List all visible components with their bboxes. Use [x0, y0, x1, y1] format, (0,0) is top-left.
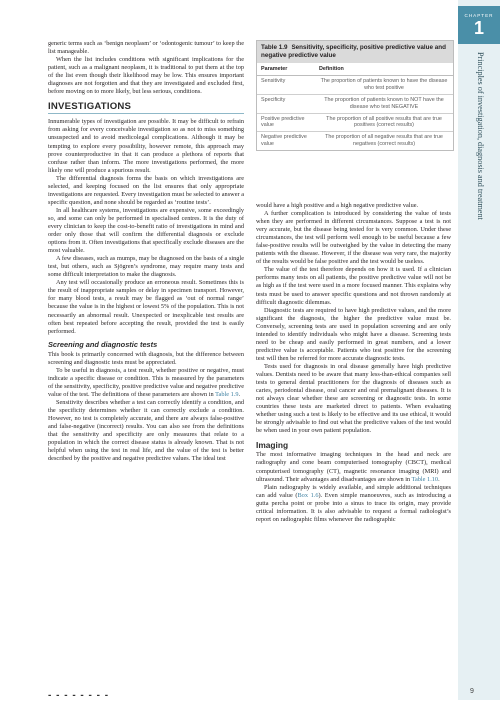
paragraph: The differential diagnosis forms the basis on which investigations are selected, and keeping focused on the list ensures that only appropriate investigations are requested. Every investigation must be selected to answer a specific question, and none should be regarded as ‘routine tests’.	[48, 174, 244, 206]
table-row	[257, 132, 453, 150]
table-row	[257, 113, 453, 132]
left-column	[48, 40, 244, 463]
definition-cell: The proportion of patients known to have the disease who test positive	[315, 76, 453, 95]
box-reference-link[interactable]: Box 1.6	[297, 491, 319, 499]
definition-cell: The proportion of all positive results that are true positives (correct results)	[315, 113, 453, 132]
paragraph: generic terms such as ‘benign neoplasm’ or ‘odontogenic tumour’ to keep the list manageable.	[48, 40, 244, 56]
chapter-number: 1	[473, 18, 484, 38]
table-reference-link[interactable]: Table 1.10	[411, 475, 439, 483]
text-run: The most informative imaging techniques in the head and neck are radiography and cone beam computerised tomography (CBCT), medical computerised tomography (CT), magnetic resonance imaging (MRI) and ultrasound. Their advantages and disadvantages are shown in	[256, 451, 451, 483]
column-header: Definition	[315, 63, 453, 76]
paragraph: A further complication is introduced by considering the value of tests when they are performed in different circumstances. Suppose a test is not very accurate, but the disease being tested for is very common. Under these circumstances, the test will perform well enough to be useful because a few false-positive results will be outweighed by the value in detecting the many patients with the disease. However, if the disease was very rare, the majority of the results would be false positive and the test would be useless.	[256, 210, 451, 266]
paragraph: would have a high positive and a high negative predictive value.	[256, 202, 419, 209]
running-chapter-title: Principles of investigation, diagnosis and treatment	[476, 52, 485, 220]
parameter-cell: Specificity	[257, 94, 315, 113]
text-run: Plain radiography is widely available, and simple additional techniques can add value (	[256, 483, 451, 499]
paragraph: When the list includes conditions with significant implications for the patient, such as a malignant neoplasm, it is traditional to put them at the top of the list even though their likelihood may be low. This ensures important diagnoses are not forgotten and that they are investigated and excluded first, before moving on to more likely, but less serious, conditions.	[48, 56, 244, 96]
paragraph	[256, 451, 451, 483]
page-number: 9	[470, 688, 474, 695]
text-run: ). Even simple manoeuvres, such as introducing a gutta percha point or probe into a sinus to trace its origin, may provide critical information. It is also advisable to request a formal radiologist’s report on radiographic films whenever the radiographic	[256, 491, 451, 523]
chapter-label: CHAPTER	[464, 13, 494, 18]
chapter-side-tab	[458, 0, 500, 700]
table-title: Sensitivity, specificity, positive predictive value and negative predictive value	[261, 44, 446, 59]
table-1-9	[256, 40, 454, 151]
parameter-cell: Positive predictive value	[257, 113, 315, 132]
subheading-screening: Screening and diagnostic tests	[48, 339, 158, 349]
paragraph: Sensitivity describes whether a test can correctly identify a condition, and the specificity determines whether it can correctly exclude a condition. However, no test is completely accurate, and there are always false-positive and false-negative (incorrect) results. You can also see from the definitions that the sensitivity and specificity are only measures that relate to a population in which the correct disease status is already known. That is not helpful when using the test in real life, and the value of the test is better described by the positive and negative predictive values. The ideal test	[48, 398, 244, 463]
cut-off-text: - - - - - - - -	[48, 690, 110, 701]
paragraph: Any test will occasionally produce an erroneous result. Sometimes this is the result of inappropriate samples or delay in specimen transport. However, for many blood tests, a result may be flagged as ‘out of normal range’ because the value is in the highest or lowest 5% of the population. This is not necessarily an abnormal result. Unexpected or inexplicable test results are often best repeated before accepting the result, provided the test is easily performed.	[48, 279, 244, 335]
subheading-imaging: Imaging	[256, 440, 289, 451]
paragraph: Innumerable types of investigation are possible. It may be difficult to refrain from asking for every conceivable investigation so as not to miss something unsuspected and to avoid medicolegal complications. Although it may be tempting to explore every possibility, however remote, this approach may prove counterproductive in that it can produce a plethora of reports that confuse rather than inform. The more investigations performed, the more likely one will produce a spurious result.	[48, 118, 244, 174]
paragraph	[48, 367, 244, 399]
definitions-table	[257, 63, 453, 150]
definition-cell: The proportion of patients known to NOT have the disease who test NEGATIVE	[315, 94, 453, 113]
table-caption	[257, 41, 453, 63]
table-row	[257, 94, 453, 113]
column-header: Parameter	[257, 63, 315, 76]
paragraph: Tests used for diagnosis in oral disease generally have high predictive values. Dentists need to be aware that many less-than-ethical companies sell tests to general dental practitioners for the diagnosis of diseases such as caries, periodontal disease, oral cancer and oral premalignant diseases. It is not always clear whether these are screening or diagnostic tests. In some countries these tests are marketed direct to patients. When evaluating whether using such a test is likely to be effective and its use ethical, it would be strongly advisable to find out what the predictive values of the test would be when used in your own patient population.	[256, 362, 451, 435]
paragraph: The value of the test therefore depends on how it is used. If a clinician performs many tests on all patients, the positive predictive value will not be as high as if the test were used in a more focused manner. This explains why tests must be used to answer specific questions and not thrown randomly at difficult diagnostic dilemmas.	[256, 266, 451, 306]
paragraph: A few diseases, such as mumps, may be diagnosed on the basis of a single test, but others, such as Sjögren’s syndrome, may require many tests and some difficult interpretation to make the diagnosis.	[48, 255, 244, 279]
paragraph: This book is primarily concerned with diagnosis, but the difference between screening and diagnostic tests must be appreciated.	[48, 350, 244, 366]
text-run: To be useful in diagnosis, a test result, whether positive or negative, must indicate a specific disease or condition. This is measured by the parameters of the sensitivity, specificity, positive predictive value and negative predictive value of the test. The definitions of these parameters are shown in	[48, 366, 244, 398]
definition-cell: The proportion of all negative results that are true negatives (correct results)	[325, 134, 443, 147]
parameter-cell: Negative predictive value	[261, 134, 307, 147]
text-run: .	[438, 475, 440, 483]
section-heading-investigations: INVESTIGATIONS	[48, 103, 244, 114]
right-column	[256, 202, 451, 524]
paragraph: Diagnostic tests are required to have high predictive values, and the more significant the diagnosis, the higher the predictive value must be. Conversely, screening tests are used in population screening and are only intended to identify individuals who might have a disease. Screening tests need to be cheap and easily performed in great numbers, and a lower predictive value is acceptable. Patients who test positive for the screening test will then be referred for more accurate diagnostic tests.	[256, 306, 451, 362]
table-row	[257, 76, 453, 95]
parameter-cell: Sensitivity	[257, 76, 315, 95]
table-number: Table 1.9	[261, 44, 288, 51]
table-reference-link[interactable]: Table 1.9	[215, 390, 239, 398]
paragraph: In all healthcare systems, investigations are expensive, some exceedingly so, and some can only be performed in specialised centres. It is the duty of every clinician to keep the cost-to-benefit ratio of investigations in mind and order only those that will confirm the differential diagnosis or exclude options from it. Often investigations that specifically exclude diseases are the most valuable.	[48, 206, 244, 255]
chapter-badge	[458, 6, 500, 44]
table-header-row	[257, 63, 453, 76]
paragraph	[256, 484, 451, 524]
text-run: .	[238, 390, 241, 398]
